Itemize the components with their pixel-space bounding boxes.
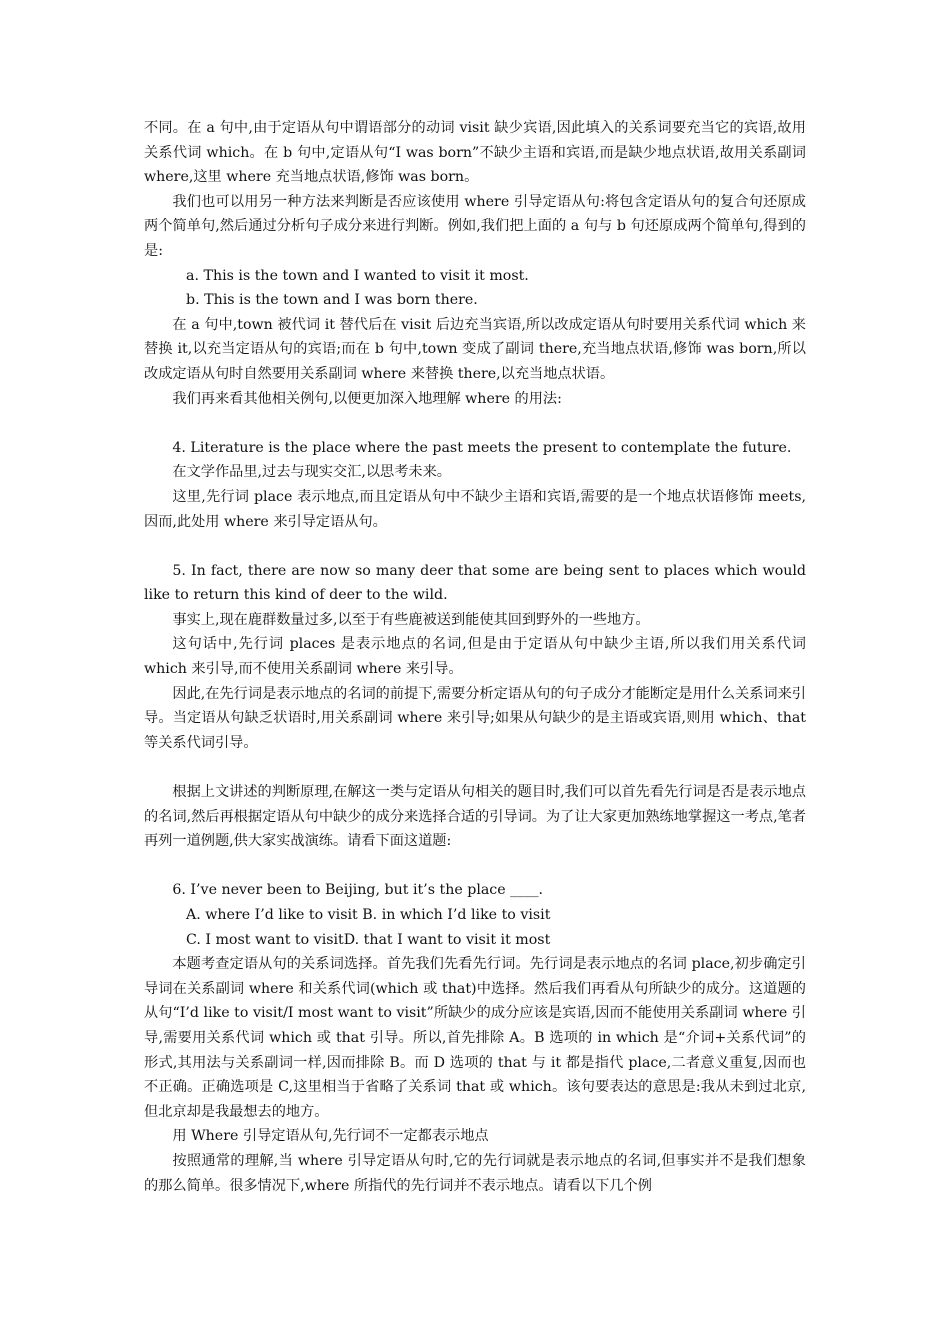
example-5-explanation: 这句话中,先行词 places 是表示地点的名词,但是由于定语从句中缺少主语,所以我们用关系代词 which 来引导,而不使用关系副词 where 来引导。 [144,636,806,678]
blank-line [144,411,806,436]
paragraph-intro-examples: 我们再来看其他相关例句,以便更加深入地理解 where 的用法: [172,390,562,407]
paragraph-analysis: 在 a 句中,town 被代词 it 替代后在 visit 后边充当宾语,所以改成定语从句时要用关系代词 which 来替换 it,以充当定语从句的宾语;而在 b 句中,town 变成了副词 there,充当地点状语,修饰 was born,所以改成定语从句时自然要用关系副词 where 来替换 there,以充当地点状语。 [144,316,806,382]
section-heading: 用 Where 引导定语从句,先行词不一定都表示地点 [172,1128,489,1145]
blank-line [144,854,806,879]
exercise-6-explanation: 本题考查定语从句的关系词选择。首先我们先看先行词。先行词是表示地点的名词 place,初步确定引导词在关系副词 where 和关系代词(which 或 that)中选择。然后我们再看从句所缺少的成分。这道题的从句“I’d like to visit/I most want to visit”所缺少的成分应该是宾语,因而不能使用关系副词 where 引导,需要用关系代词 which 或 that 引导。所以,首先排除 A。B 选项的 in which 是“介词+关系代词”的形式,其用法与关系副词一样,因而排除 B。而 D 选项的 that 与 it 都是指代 place,二者意义重复,因而也不正确。正确选项是 C,这里相当于省略了关系词 that 或 which。该句要表达的意思是:我从未到过北京,但北京却是我最想去的地方。 [144,956,806,1120]
example-5-english: 5. In fact, there are now so many deer that some are being sent to places which would like to return this kind of deer to the wild. [144,562,806,604]
paragraph-method: 我们也可以用另一种方法来判断是否应该使用 where 引导定语从句:将包含定语从句的复合句还原成两个简单句,然后通过分析句子成分来进行判断。例如,我们把上面的 a 句与 b 句还原成两个简单句,得到的是: [144,193,806,259]
example-4-english: 4. Literature is the place where the past meets the present to contemplate the future. [172,439,792,456]
example-sentence-b: b. This is the town and I was born there. [186,292,478,309]
document-body [144,116,806,1198]
paragraph-conclusion: 因此,在先行词是表示地点的名词的前提下,需要分析定语从句的句子成分才能断定是用什么关系词来引导。当定语从句缺乏状语时,用关系副词 where 来引导;如果从句缺少的是主语或宾语,则用 which、that 等关系代词引导。 [144,685,806,751]
paragraph-continued: 不同。在 a 句中,由于定语从句中谓语部分的动词 visit 缺少宾语,因此填入的关系词要充当它的宾语,故用关系代词 which。在 b 句中,定语从句“I was born”不缺少主语和宾语,而是缺少地点状语,故用关系副词 where,这里 where 充当地点状语,修饰 was born。 [144,120,806,186]
exercise-6-options-ab: A. where I’d like to visit B. in which I’d like to visit [186,907,551,923]
paragraph-section-intro: 按照通常的理解,当 where 引导定语从句时,它的先行词就是表示地点的名词,但事实并不是我们想象的那么简单。很多情况下,where 所指代的先行词并不表示地点。请看以下几个例 [144,1152,806,1194]
example-5-translation: 事实上,现在鹿群数量过多,以至于有些鹿被送到能使其回到野外的一些地方。 [172,611,650,628]
example-sentence-a: a. This is the town and I wanted to visit it most. [186,267,529,284]
example-4-translation: 在文学作品里,过去与现实交汇,以思考未来。 [172,464,451,481]
example-4-explanation: 这里,先行词 place 表示地点,而且定语从句中不缺少主语和宾语,需要的是一个地点状语修饰 meets,因而,此处用 where 来引导定语从句。 [144,488,806,530]
paragraph-exercise-intro: 根据上文讲述的判断原理,在解这一类与定语从句相关的题目时,我们可以首先看先行词是否是表示地点的名词,然后再根据定语从句中缺少的成分来选择合适的引导词。为了让大家更加熟练地掌握这一考点,笔者再列一道例题,供大家实战演练。请看下面这道题: [144,784,806,850]
exercise-6-question: 6. I’ve never been to Beijing, but it’s the place ____. [172,882,544,899]
exercise-6-options-cd: C. I most want to visitD. that I want to visit it most [186,931,551,948]
blank-line [144,534,806,559]
blank-line [144,755,806,780]
